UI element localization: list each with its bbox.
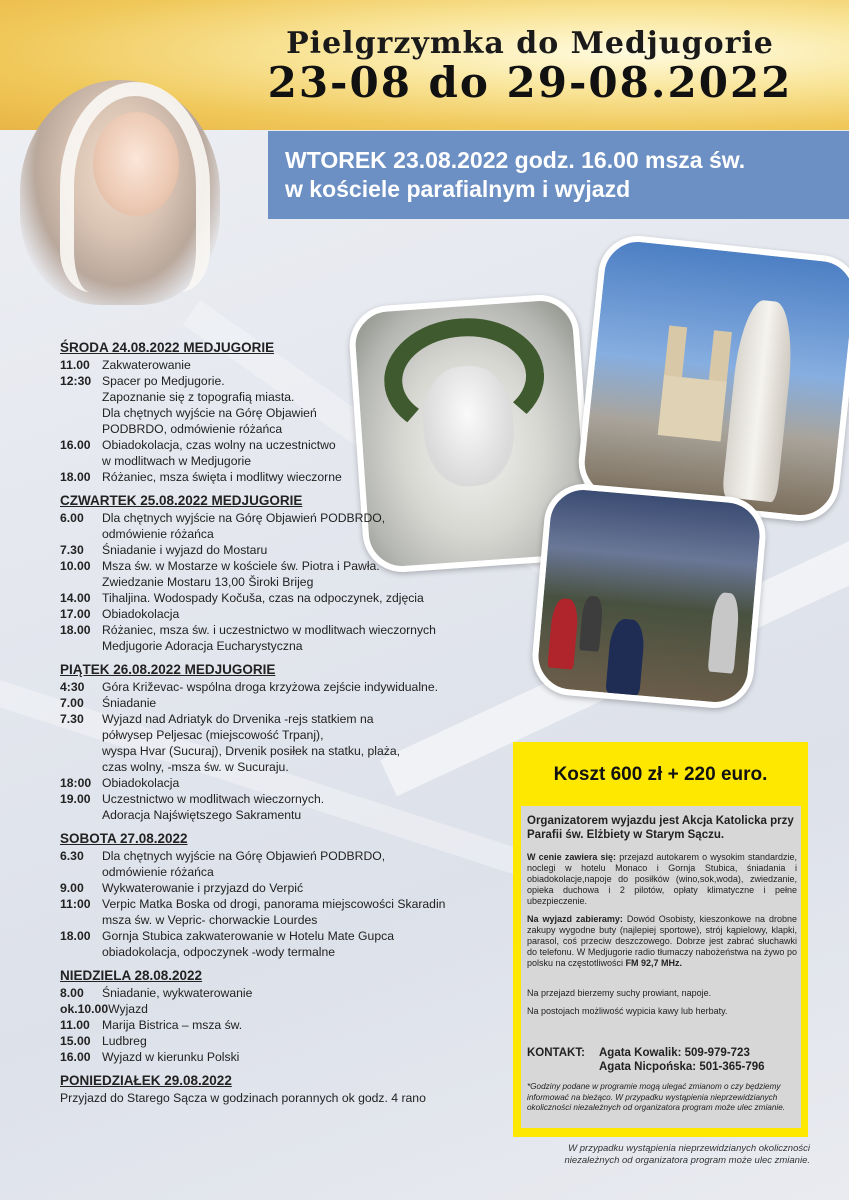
schedule-text: odmówienie różańca — [102, 865, 214, 879]
schedule-text: Przyjazd do Starego Sącza w godzinach porannych ok godz. 4 rano — [60, 1091, 426, 1105]
organizer-text: Organizatorem wyjazdu jest Akcja Katolicka przy Parafii św. Elżbiety w Starym Sączu. — [527, 815, 794, 841]
schedule-row — [60, 912, 460, 928]
schedule-time: 7.00 — [60, 696, 84, 710]
schedule-row — [60, 791, 460, 807]
departure-line-1: WTOREK 23.08.2022 godz. 16.00 msza św. — [285, 147, 746, 173]
schedule-text: w modlitwach w Medjugorie — [102, 454, 252, 468]
contact-label: KONTAKT: — [527, 1047, 585, 1059]
schedule-row — [60, 864, 460, 880]
pilgrim-figure — [605, 618, 645, 696]
schedule-time: 18.00 — [60, 623, 91, 637]
schedule-row — [60, 421, 460, 437]
schedule-text: Góra Križevac- wspólna droga krzyżowa zejście indywidualne. — [102, 680, 438, 694]
schedule-row — [60, 389, 460, 405]
schedule-row — [60, 510, 460, 526]
pilgrim-figure — [708, 592, 741, 674]
schedule-time — [60, 405, 102, 421]
schedule-row — [60, 944, 460, 960]
schedule-row — [60, 679, 460, 695]
schedule-time: 18:00 — [60, 776, 92, 790]
schedule-time — [60, 944, 102, 960]
schedule-row — [60, 848, 460, 864]
schedule-text: Wyjazd nad Adriatyk do Drvenika -rejs statkiem na — [102, 712, 374, 726]
schedule-text: Obiadokolacja — [102, 607, 180, 621]
schedule-text: Tihaljina. Wodospady Kočuša, czas na odpoczynek, zdjęcia — [102, 591, 424, 605]
church-body — [658, 375, 727, 441]
schedule-text: msza św. w Vepric- chorwackie Lourdes — [102, 913, 318, 927]
schedule-text: Medjugorie Adoracja Eucharystyczna — [102, 639, 303, 653]
bring-body: Dowód Osobisty, kieszonkowe na drobne zakupy wygodne buty (najlepiej sportowe), strój kąpielowy, klapki, parasol, coś przeciw deszczowego. Dobrze jest zabrać słuchawki do telefonu. W Medjugorie radio tłumaczy nabożeństwa na żywo po polsku na częstotliwości — [527, 914, 797, 968]
schedule-row — [60, 453, 460, 469]
schedule-row — [60, 711, 460, 727]
schedule-row — [60, 469, 460, 485]
schedule-time: 18.00 — [60, 929, 91, 943]
schedule-row — [60, 743, 460, 759]
schedule-row — [60, 357, 460, 373]
schedule-time — [60, 453, 102, 469]
schedule-time: 8.00 — [60, 986, 84, 1000]
pilgrim-figure — [547, 598, 579, 670]
schedule-time: 16.00 — [60, 438, 91, 452]
schedule-time — [60, 421, 102, 437]
schedule-row — [60, 542, 460, 558]
schedule-row — [60, 1033, 460, 1049]
page-dates: 23-08 do 29-08.2022 — [267, 58, 793, 107]
schedule-time — [60, 864, 102, 880]
schedule-text: półwysep Peljesac (miejscowość Trpanj), — [102, 728, 324, 742]
schedule-time: 16.00 — [60, 1050, 91, 1064]
schedule-row — [60, 807, 460, 823]
schedule-text: Śniadanie i wyjazd do Mostaru — [102, 543, 268, 557]
day-heading: ŚRODA 24.08.2022 MEDJUGORIE — [60, 340, 275, 355]
schedule-time — [60, 526, 102, 542]
schedule-row — [60, 1017, 460, 1033]
schedule-row — [60, 727, 460, 743]
schedule-time: 11.00 — [60, 1018, 90, 1032]
schedule-time: 7.30 — [60, 712, 84, 726]
schedule-time: 15.00 — [60, 1034, 91, 1048]
mary-veil — [60, 82, 210, 292]
schedule-time — [60, 912, 102, 928]
schedule-row — [60, 985, 460, 1001]
schedule-text: Zakwaterowanie — [102, 358, 191, 372]
contact-2: Agata Nicpońska: 501-365-796 — [599, 1061, 765, 1073]
schedule-text: Zwiedzanie Mostaru 13,00 Široki Brijeg — [102, 575, 314, 589]
schedule-time: 7.30 — [60, 543, 84, 557]
schedule-text: Verpic Matka Boska od drogi, panorama miejscowości Skaradin — [102, 897, 446, 911]
schedule-time — [60, 743, 102, 759]
schedule-time: 12:30 — [60, 374, 92, 388]
cost-text: Koszt 600 zł + 220 euro. — [553, 764, 768, 785]
schedule-text: Różaniec, msza święta i modlitwy wieczorne — [102, 470, 342, 484]
schedule-text: Marija Bistrica – msza św. — [102, 1018, 243, 1032]
schedule-row — [60, 590, 460, 606]
schedule-text: Śniadanie — [102, 696, 157, 710]
schedule-time: 18.00 — [60, 470, 91, 484]
schedule-time — [60, 759, 102, 775]
schedule-row — [60, 373, 460, 389]
disclaimer-note: *Godziny podane w programie mogą ulegać zmianom o czy będziemy informować na bieżąco. W przypadku wystąpienia nieprzewidzianych okoliczności niezależnych od organizatora program może ulec zmianie. — [527, 1082, 786, 1112]
page-title: Pielgrzymka do Medjugorie — [286, 26, 774, 61]
departure-text — [285, 146, 845, 204]
schedule-time: 6.00 — [60, 511, 84, 525]
schedule-time: 14.00 — [60, 591, 91, 605]
schedule-time: 4:30 — [60, 680, 85, 694]
schedule-row — [60, 928, 460, 944]
schedule-time — [60, 574, 102, 590]
day-heading: SOBOTA 27.08.2022 — [60, 831, 188, 846]
schedule-row — [60, 638, 460, 654]
schedule-row — [60, 558, 460, 574]
schedule-text: Dla chętnych wyjście na Górę Objawień PODBRDO, — [102, 511, 386, 525]
schedule-text: Wykwaterowanie i przyjazd do Verpić — [102, 881, 304, 895]
schedule — [60, 332, 460, 1106]
schedule-row — [60, 1001, 460, 1017]
departure-line-2: w kościele parafialnym i wyjazd — [285, 176, 631, 202]
schedule-text: Różaniec, msza św. i uczestnictwo w modlitwach wieczornych — [102, 623, 436, 637]
food-text: Na przejazd bierzemy suchy prowiant, napoje. — [527, 988, 712, 998]
schedule-text: odmówienie różańca — [102, 527, 214, 541]
schedule-text: wyspa Hvar (Sucuraj), Drvenik posiłek na statku, plaża, — [102, 744, 401, 758]
schedule-time: 17.00 — [60, 607, 91, 621]
pilgrims-hill-photo — [529, 481, 769, 712]
church-statue-photo — [575, 232, 849, 525]
schedule-time — [60, 807, 102, 823]
schedule-row — [60, 526, 460, 542]
schedule-row — [60, 405, 460, 421]
included-body: przejazd autokarem o wysokim standardzie, noclegi w hotelu Monaco i Gornja Stubica, śniadania i obiadokolacje,napoje do posiłków (wino,sok,woda), zwiedzanie, opieka duchowa i 2 pilotów, opłaty klimatyczne i pełne ubezpieczenie. — [527, 852, 797, 906]
schedule-text: czas wolny, -msza św. w Sucuraju. — [102, 760, 289, 774]
schedule-row — [60, 574, 460, 590]
schedule-time: 11.00 — [60, 358, 90, 372]
schedule-text: Dla chętnych wyjście na Górę Objawień PODBRDO, — [102, 849, 386, 863]
schedule-text: Wyjazd w kierunku Polski — [102, 1050, 240, 1064]
schedule-text: Zapoznanie się z topografią miasta. — [102, 390, 295, 404]
day-heading: NIEDZIELA 28.08.2022 — [60, 968, 203, 983]
schedule-time: 10.00 — [60, 559, 91, 573]
schedule-row — [60, 775, 460, 791]
schedule-time: 19.00 — [60, 792, 91, 806]
schedule-row — [60, 437, 460, 453]
schedule-row — [60, 896, 460, 912]
pilgrim-figure — [579, 595, 604, 652]
schedule-row — [60, 759, 460, 775]
schedule-time — [60, 389, 102, 405]
schedule-text: Ludbreg — [102, 1034, 147, 1048]
contact-block — [527, 1046, 797, 1074]
schedule-text: PODBRDO, odmówienie różańca — [102, 422, 283, 436]
schedule-text: Obiadokolacja, czas wolny na uczestnictwo — [102, 438, 336, 452]
radio-frequency: FM 92,7 MHz. — [625, 958, 683, 968]
schedule-text: Gornja Stubica zakwaterowanie w Hotelu Mate Gupca — [102, 929, 394, 943]
schedule-time: 6.30 — [60, 849, 84, 863]
included-text — [527, 852, 797, 907]
bring-label: Na wyjazd zabieramy: — [527, 914, 623, 924]
schedule-row — [60, 1090, 460, 1106]
day-heading: PONIEDZIAŁEK 29.08.2022 — [60, 1073, 232, 1088]
mary-statue — [722, 298, 798, 503]
schedule-time: ok.10.00 — [60, 1002, 109, 1016]
schedule-time: 9.00 — [60, 881, 84, 895]
day-heading: PIĄTEK 26.08.2022 MEDJUGORIE — [60, 662, 276, 677]
schedule-text: Uczestnictwo w modlitwach wieczornych. — [102, 792, 325, 806]
schedule-time: 11:00 — [60, 897, 91, 911]
included-label: W cenie zawiera się: — [527, 852, 617, 862]
schedule-row — [60, 622, 460, 638]
schedule-row — [60, 606, 460, 622]
schedule-row — [60, 695, 460, 711]
schedule-text: Wyjazd — [108, 1002, 148, 1016]
schedule-row — [60, 880, 460, 896]
schedule-text: Obiadokolacja — [102, 776, 180, 790]
schedule-row — [60, 1049, 460, 1065]
bring-text — [527, 914, 797, 969]
day-heading: CZWARTEK 25.08.2022 MEDJUGORIE — [60, 493, 303, 508]
footer-note: W przypadku wystąpienia nieprzewidzianych okoliczności niezależnych od organizatora program może ulec zmianie. — [564, 1143, 810, 1166]
schedule-text: Spacer po Medjugorie. — [102, 374, 225, 388]
schedule-time — [60, 727, 102, 743]
coffee-text: Na postojach możliwość wypicia kawy lub herbaty. — [527, 1006, 728, 1016]
schedule-text: Dla chętnych wyjście na Górę Objawień — [102, 406, 317, 420]
schedule-time — [60, 638, 102, 654]
contact-1: Agata Kowalik: 509-979-723 — [599, 1047, 750, 1059]
schedule-text: Msza św. w Mostarze w kościele św. Piotra i Pawła. — [102, 559, 380, 573]
schedule-text: Śniadanie, wykwaterowanie — [102, 986, 253, 1000]
schedule-text: Adoracja Najświętszego Sakramentu — [102, 808, 302, 822]
schedule-text: obiadokolacja, odpoczynek -wody termalne — [102, 945, 336, 959]
